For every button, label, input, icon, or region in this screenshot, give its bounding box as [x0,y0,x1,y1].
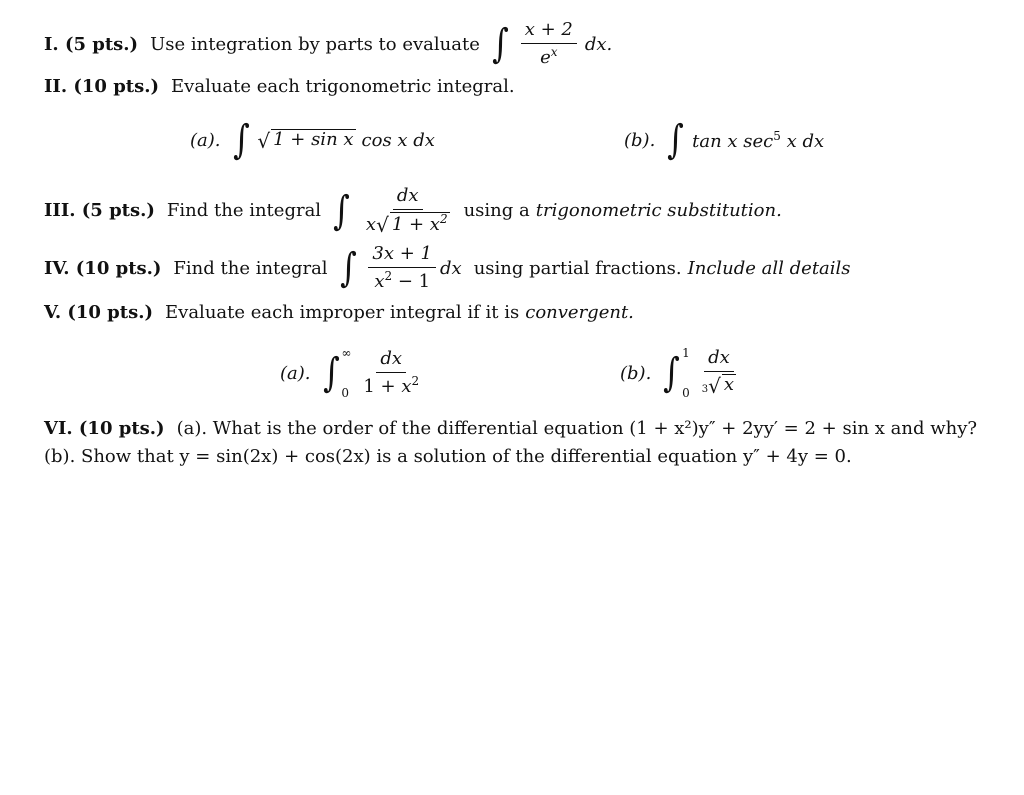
problem-3-emphasis: trigonometric substitution. [535,200,782,222]
problem-6 [44,418,977,439]
fraction-denominator: $x^2 - 1$ [374,268,431,292]
integral-limits: ∞ 0 [341,346,352,400]
problem-1-text: Use integration by parts to evaluate [150,33,480,55]
problem-1-fraction [521,20,577,68]
problem-6-line1: (a). What is the order of the differential equation (1 + x²)y″ + 2yy′ = 2 + sin x and why? [176,418,978,439]
integral-sign: ∫ [491,21,509,68]
problem-4-fraction [368,244,436,292]
problem-3 [44,185,782,238]
integral-sign: ∫ [333,187,350,234]
problem-6b [44,446,852,467]
problem-4-text: Find the integral [173,257,328,279]
integral-sign: ∫ [663,350,681,396]
problem-1-label: I. (5 pts.) [44,33,139,55]
problem-3-after: using a [463,200,530,222]
fraction-denominator: $e^x$ [540,44,558,68]
problem-2-text: Evaluate each trigonometric integral. [171,76,515,97]
problem-5-label: V. (10 pts.) [44,302,154,323]
problem-1 [44,20,612,68]
problem-4-differential: dx [440,257,462,279]
problem-2b-integrand: tan x $\sec^5 x$ dx [692,128,825,152]
problem-4-label: IV. (10 pts.) [44,257,162,279]
part-label: (b). [620,362,652,384]
problem-2-label: II. (10 pts.) [44,76,160,97]
problem-2b [624,117,825,163]
problem-2a-rest: cos x dx [361,129,435,151]
problem-5a-fraction: $\frac{dx}{1 + x^2}$ [363,347,420,397]
problem-1-differential: dx. [584,33,613,55]
problem-3-text: Find the integral [166,200,322,222]
problem-6-line2: (b). Show that y = sin(2x) + cos(2x) is a solution of the differential equation y″ + 4y = 0. [44,446,852,467]
problem-5a [280,346,427,400]
part-label: (b). [624,129,656,151]
integral-sign: ∫ [667,117,685,163]
problem-5b [620,346,744,400]
problem-2a [190,117,435,163]
fraction-numerator: dx [393,186,423,210]
problem-2 [44,76,515,97]
integral-sign: ∫ [232,117,250,163]
square-root: √ 1 + sin x [257,128,354,153]
part-label: (a). [280,362,311,384]
integral-sign: ∫ [322,350,340,396]
problem-4-after: using partial fractions. [473,257,682,279]
integral-limits: 1 0 [682,346,690,400]
problem-5-emphasis: convergent. [525,302,634,323]
integral-sign: ∫ [339,245,357,292]
problem-3-label: III. (5 pts.) [44,200,155,222]
problem-6-label: VI. (10 pts.) [44,418,165,439]
problem-5b-fraction: dx 3 √ x [701,347,735,398]
problem-5-text: Evaluate each improper integral if it is [165,302,520,323]
problem-5 [44,302,634,323]
problem-4 [44,244,851,292]
problem-4-emphasis: Include all details [687,257,851,279]
fraction-numerator: 3x + 1 [368,244,436,268]
fraction-denominator: x √ $1 + x^2$ [365,211,448,238]
fraction-numerator: x + 2 [521,20,577,44]
problem-3-fraction [362,185,454,238]
part-label: (a). [190,129,221,151]
